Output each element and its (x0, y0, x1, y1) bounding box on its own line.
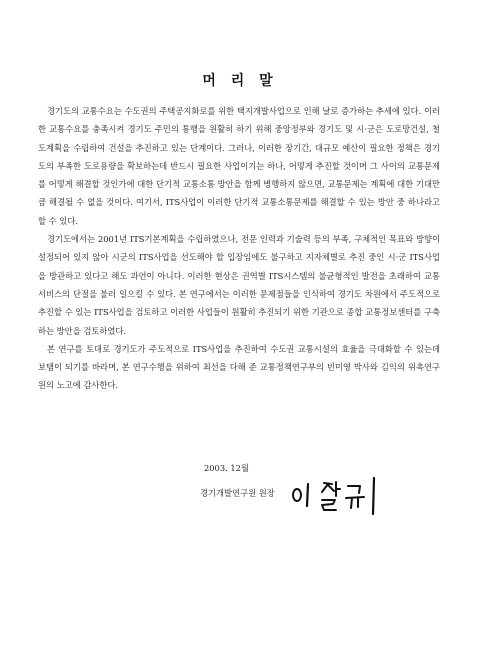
paragraph-2: 경기도에서는 2001년 ITS기본계획을 수립하였으나, 전문 인력과 기술력 등의 부족, 구체적인 목표와 방향이 설정되어 있지 않아 시군의 ITS사업을 선도해야 할 입장임에도 불구하고 지자체별로 추진 중인 시·군 ITS사업을 방관하고 있다고 해도 과언이 아니다. 이러한 현상은 권역별 ITS시스템의 불균형적인 발전을 초래하여 교통서비스의 단절을 불러 일으킬 수 있다. 본 연구에서는 이러한 문제점들을 인식하여 경기도 차원에서 주도적으로 추진할 수 있는 ITS사업을 검토하고 이러한 사업들이 원활히 추진되기 위한 기관으로 종합 교통정보센터를 구축하는 방안을 검토하였다. (38, 234, 440, 336)
preface-body (38, 102, 440, 395)
paragraph-1: 경기도의 교통수요는 수도권의 주택공지화로를 위한 택지개발사업으로 인해 날로 증가하는 추세에 있다. 이러한 교통수요를 충족시켜 경기도 주민의 통행을 원활히 하기 위해 중앙정부와 경기도 및 시·군은 도로망건설, 철도계획을 수립하여 건설을 추진하고 있는 단계이다. 그러나, 이러한 장기간, 대규모 예산이 필요한 정책은 경기도의 부족한 도로용량을 확보하는데 반드시 필요한 사업이기는 하나, 어떻게 추진할 것이며 그 사이의 교통문제를 어떻게 해결할 것인가에 대한 단기적 교통소통 방안을 함께 병행하지 않으면, 교통문제는 계획에 대한 기대만큼 해결될 수 없을 것이다. 여기서, ITS사업이 이러한 단기적 교통소통문제를 해결할 수 있는 방안 중 하나라고 할 수 있다. (38, 106, 440, 226)
signer-position: 경기개발연구원 원장 (200, 488, 275, 498)
preface-date: 2003. 12월 (204, 463, 249, 473)
page-title: 머 리 말 (202, 73, 278, 89)
paragraph-3: 본 연구를 토대로 경기도가 주도적으로 ITS사업을 추진하여 수도권 교통시설의 효율을 극대화할 수 있는데 보탬이 되기를 바라며, 본 연구수행을 위하여 최선을 다해 준 교통정책연구부의 빈미영 박사와 김익의 위촉연구원의 노고에 감사한다. (38, 343, 440, 391)
signature-block (200, 474, 400, 524)
handwritten-signature (288, 474, 384, 516)
